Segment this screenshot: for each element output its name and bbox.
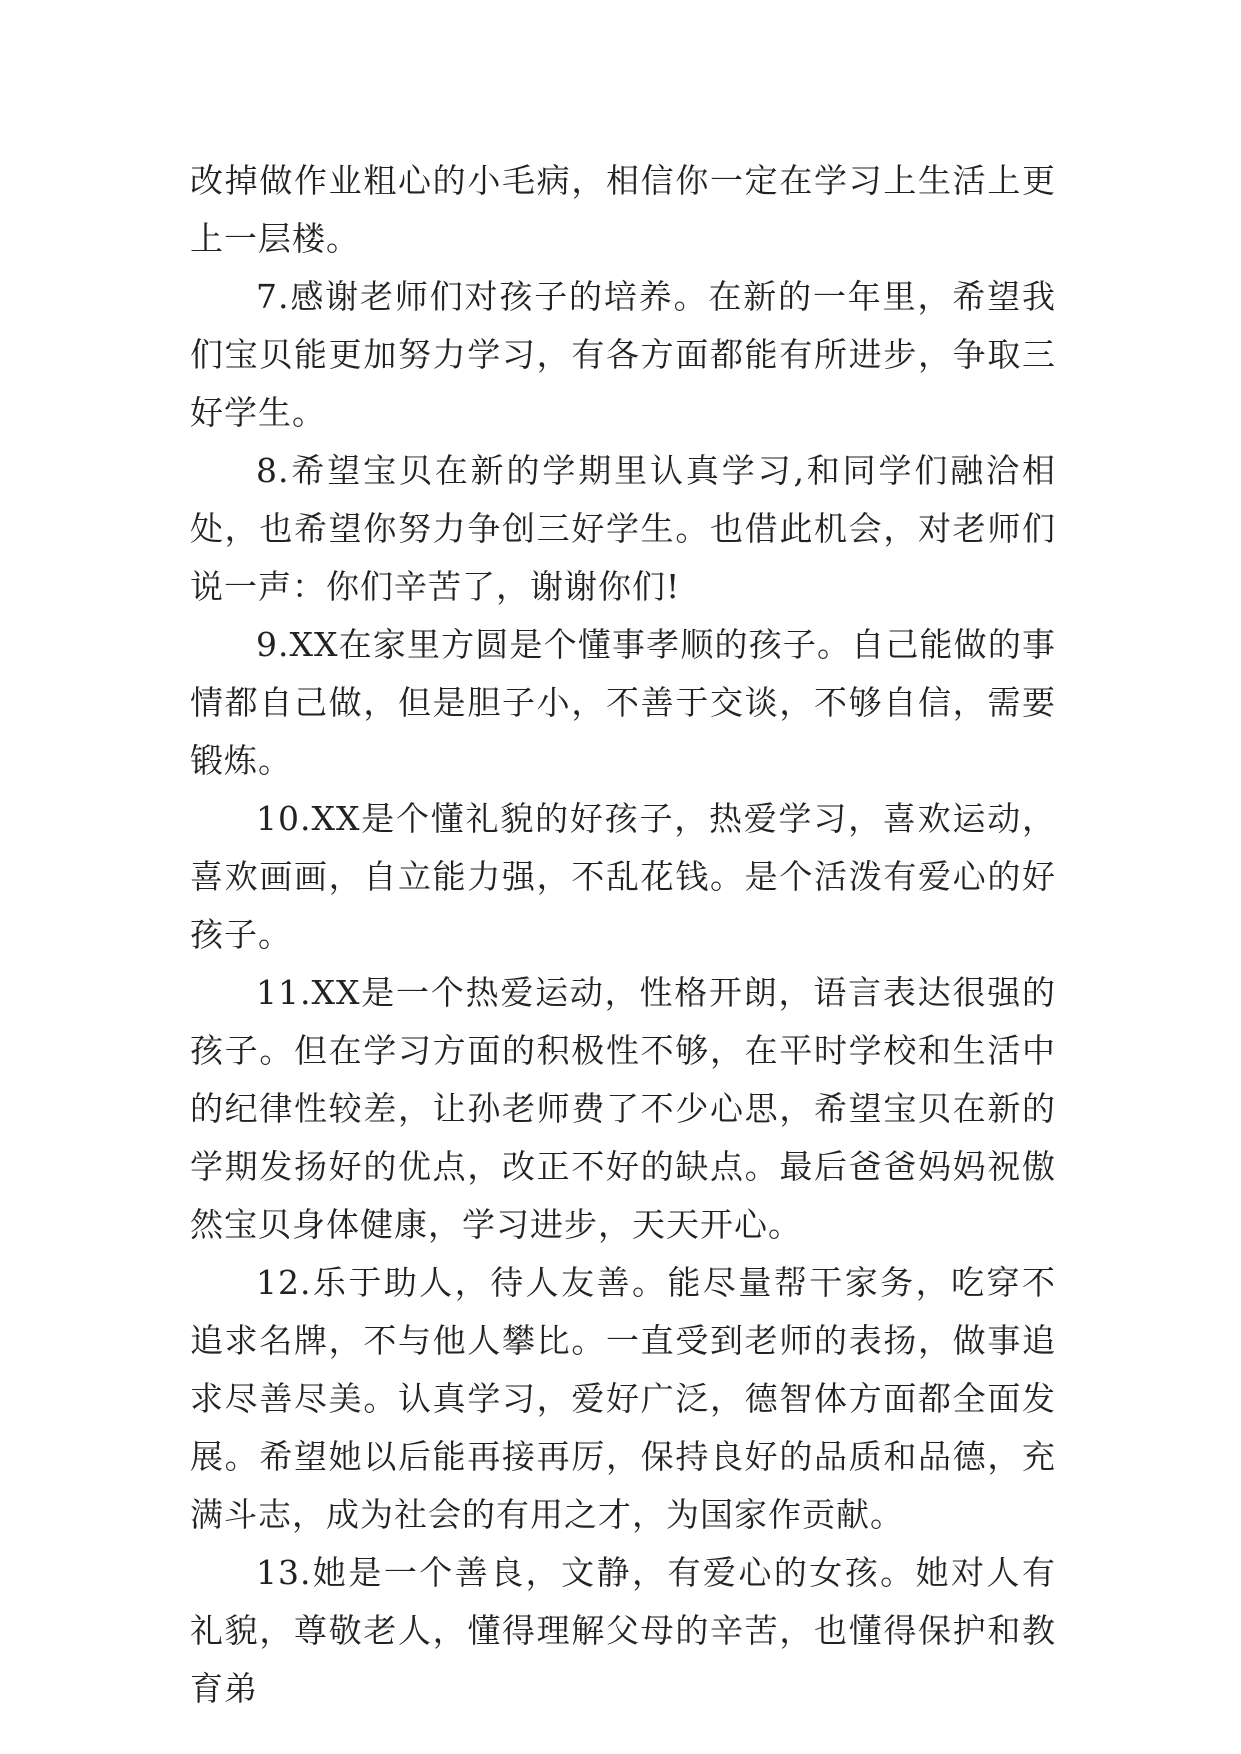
body-text (190, 152, 1056, 1718)
paragraph-item-9: 9.XX在家里方圆是个懂事孝顺的孩子。自己能做的事情都自己做，但是胆子小，不善于交谈，不够自信，需要锻炼。 (190, 625, 1056, 780)
paragraph-continuation: 改掉做作业粗心的小毛病，相信你一定在学习上生活上更上一层楼。 (190, 161, 1056, 258)
paragraph-item-8: 8.希望宝贝在新的学期里认真学习,和同学们融洽相处，也希望你努力争创三好学生。也借此机会，对老师们说一声：你们辛苦了，谢谢你们! (190, 451, 1056, 606)
paragraph-item-11: 11.XX是一个热爱运动，性格开朗，语言表达很强的孩子。但在学习方面的积极性不够，在平时学校和生活中的纪律性较差，让孙老师费了不少心思，希望宝贝在新的学期发扬好的优点，改正不好的缺点。最后爸爸妈妈祝傲然宝贝身体健康，学习进步，天天开心。 (190, 973, 1056, 1244)
paragraph-item-12: 12.乐于助人，待人友善。能尽量帮干家务，吃穿不追求名牌，不与他人攀比。一直受到老师的表扬，做事追求尽善尽美。认真学习，爱好广泛，德智体方面都全面发展。希望她以后能再接再厉，保持良好的品质和品德，充满斗志，成为社会的有用之才，为国家作贡献。 (190, 1263, 1056, 1534)
paragraph-item-10: 10.XX是个懂礼貌的好孩子，热爱学习，喜欢运动，喜欢画画，自立能力强，不乱花钱。是个活泼有爱心的好孩子。 (190, 799, 1056, 954)
paragraph-item-13: 13.她是一个善良，文静，有爱心的女孩。她对人有礼貌，尊敬老人，懂得理解父母的辛苦，也懂得保护和教育弟 (190, 1553, 1056, 1708)
paragraph-item-7: 7.感谢老师们对孩子的培养。在新的一年里，希望我们宝贝能更加努力学习，有各方面都能有所进步，争取三好学生。 (190, 277, 1056, 432)
